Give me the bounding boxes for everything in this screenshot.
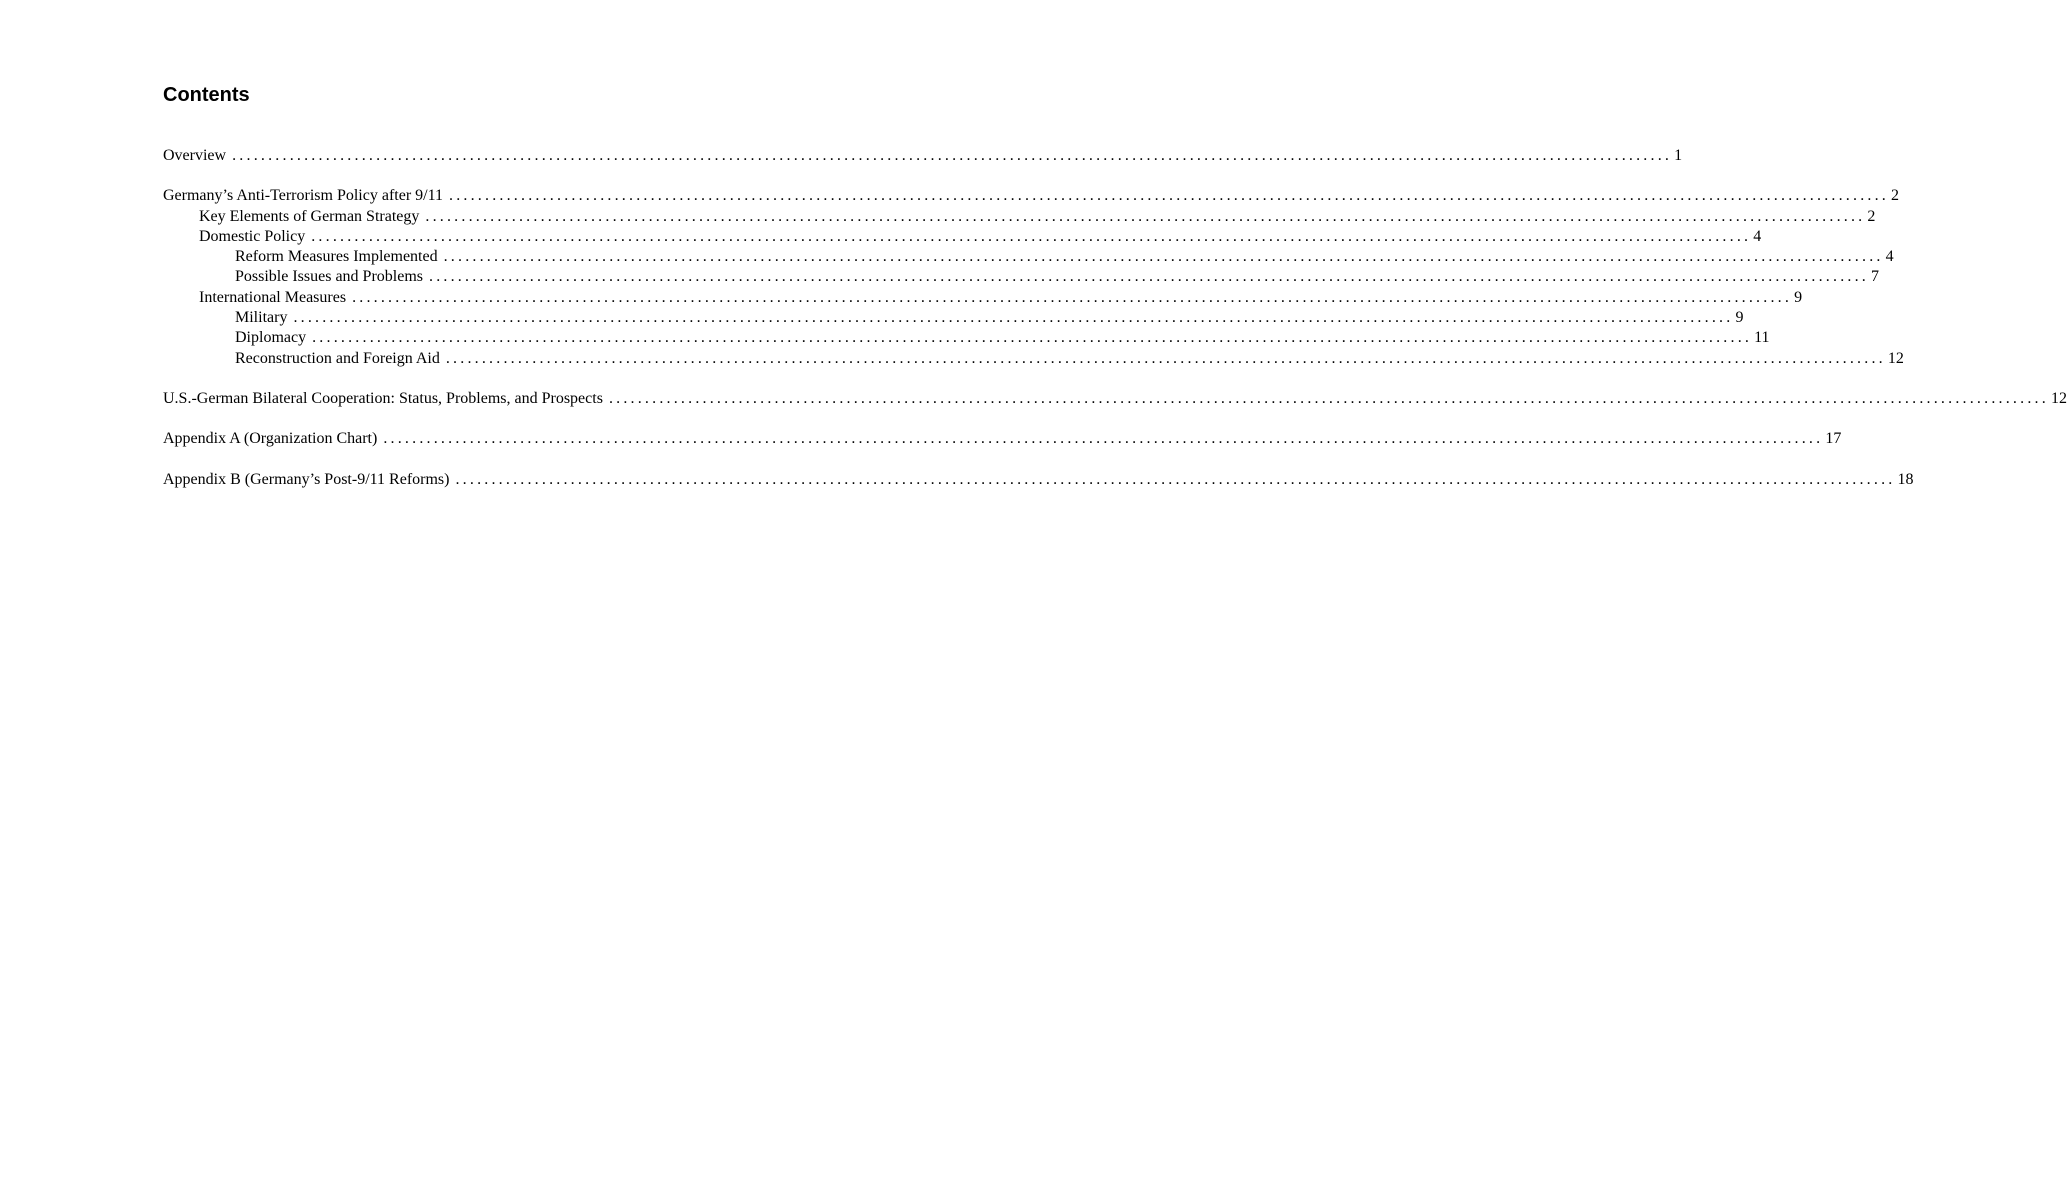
toc-entry[interactable]	[163, 349, 1904, 369]
toc-entry-title: Possible Issues and Problems	[235, 268, 423, 286]
toc-entry-page: 17	[1825, 430, 1842, 448]
toc-dot-leader: ........................................................................................................................................................................................................	[383, 430, 1824, 448]
toc-entry-page: 4	[1753, 227, 1762, 245]
toc-dot-leader: ........................................................................................................................................................................................................	[425, 207, 1866, 225]
toc-entry-title: Appendix B (Germany’s Post-9/11 Reforms)	[163, 470, 450, 488]
toc-entry-title: Domestic Policy	[199, 227, 306, 245]
toc-entry[interactable]	[163, 247, 1894, 267]
toc-entry-title: Germany’s Anti-Terrorism Policy after 9/11	[163, 187, 443, 205]
toc-entry[interactable]	[163, 429, 1842, 449]
toc-entry[interactable]	[163, 267, 1879, 287]
toc-entry[interactable]	[163, 207, 1876, 227]
toc-dot-leader: ........................................................................................................................................................................................................	[443, 248, 1884, 266]
toc-dot-leader: ........................................................................................................................................................................................................	[608, 389, 2049, 407]
toc-entry-page: 1	[1674, 147, 1683, 164]
toc-entry-page: 18	[1897, 470, 1914, 488]
toc-entry-page: 12	[2050, 389, 2067, 407]
toc-dot-leader: ........................................................................................................................................................................................................	[352, 288, 1793, 306]
toc-group-appendix-a	[163, 429, 1842, 449]
toc-entry-page: 12	[1887, 349, 1904, 367]
toc-dot-leader: ........................................................................................................................................................................................................	[429, 268, 1869, 286]
toc-entry-title: International Measures	[199, 288, 347, 306]
toc-dot-leader: ........................................................................................................................................................................................................	[293, 309, 1734, 327]
toc-dot-leader: ........................................................................................................................................................................................................	[312, 329, 1753, 347]
table-of-contents	[163, 146, 2067, 510]
toc-dot-leader: ........................................................................................................................................................................................................	[445, 349, 1886, 367]
toc-entry[interactable]	[163, 227, 1762, 247]
toc-dot-leader: ........................................................................................................................................................................................................	[455, 470, 1896, 488]
toc-entry-page: 9	[1794, 288, 1803, 306]
toc-group-bilateral-cooperation	[163, 389, 2067, 409]
toc-entry-page: 4	[1885, 248, 1894, 266]
toc-entry-page: 9	[1735, 309, 1744, 327]
toc-entry-title: Diplomacy	[235, 329, 307, 347]
toc-entry[interactable]	[163, 389, 2067, 409]
toc-group-appendix-b	[163, 470, 1914, 490]
toc-dot-leader: ........................................................................................................................................................................................................	[449, 187, 1889, 205]
toc-entry-page: 2	[1867, 207, 1876, 225]
toc-entry[interactable]	[163, 308, 1744, 328]
toc-entry[interactable]	[163, 328, 1770, 348]
toc-entry-page: 7	[1871, 268, 1879, 286]
toc-entry-title: Appendix A (Organization Chart)	[163, 430, 378, 448]
toc-entry-title: Reform Measures Implemented	[235, 248, 438, 266]
toc-entry-title: Reconstruction and Foreign Aid	[235, 349, 440, 367]
toc-dot-leader: ........................................................................................................................................................................................................	[311, 227, 1752, 245]
toc-entry[interactable]	[163, 146, 1683, 166]
toc-dot-leader: ........................................................................................................................................................................................................	[232, 147, 1673, 164]
toc-entry[interactable]	[163, 186, 1899, 206]
toc-entry[interactable]	[163, 470, 1914, 490]
toc-entry-title: Overview	[163, 147, 227, 164]
toc-entry-page: 11	[1754, 329, 1770, 347]
toc-entry[interactable]	[163, 288, 1803, 308]
page-title: Contents	[163, 84, 250, 106]
toc-group-overview	[163, 146, 1683, 166]
toc-entry-page: 2	[1891, 187, 1899, 205]
toc-entry-title: Key Elements of German Strategy	[199, 207, 420, 225]
toc-entry-title: Military	[235, 309, 288, 327]
toc-entry-title: U.S.-German Bilateral Cooperation: Status, Problems, and Prospects	[163, 389, 603, 407]
toc-group-anti-terrorism-policy	[163, 186, 1904, 369]
